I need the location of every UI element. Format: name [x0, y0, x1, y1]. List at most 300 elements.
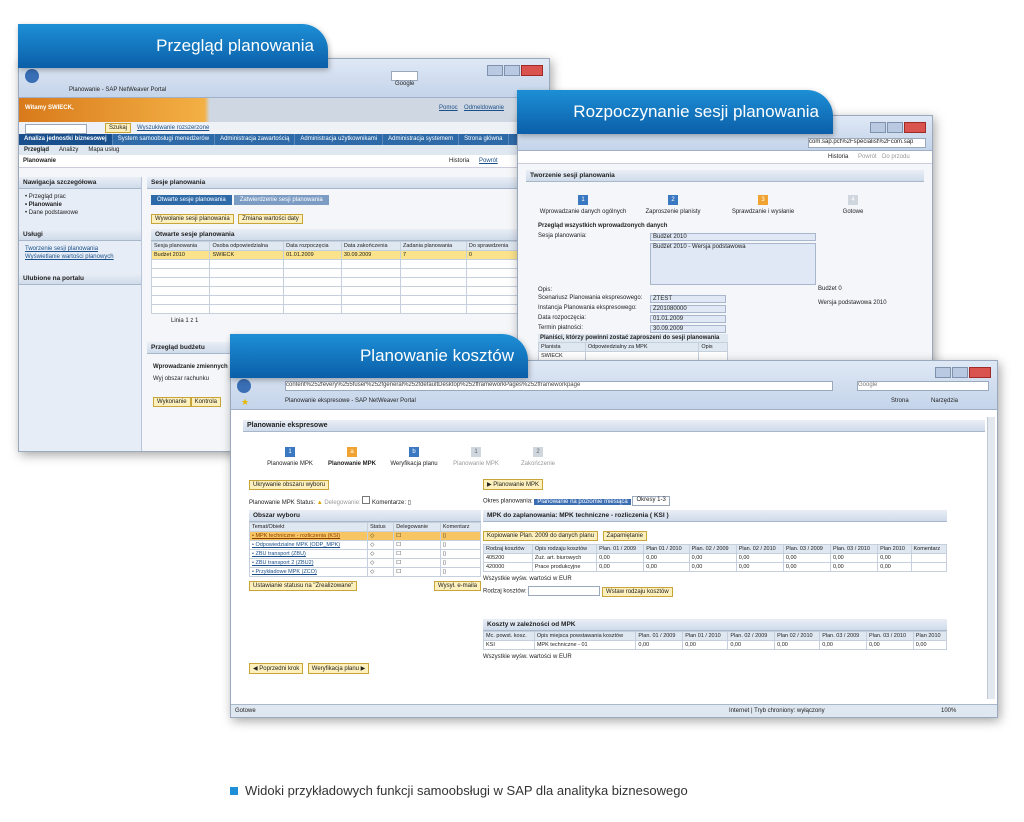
roadmap-step[interactable] — [383, 440, 445, 467]
review-field-row — [538, 305, 932, 313]
browser-tab[interactable]: Planowanie - SAP NetWeaver Portal — [69, 87, 167, 93]
maximize-button[interactable] — [887, 122, 903, 133]
table-row — [152, 278, 537, 287]
banner-planning-overview — [18, 24, 328, 68]
minimize-button[interactable] — [487, 65, 503, 76]
period-label: Okres planowania: — [483, 498, 533, 505]
check-button[interactable]: Kontrola — [191, 397, 221, 407]
field-label — [538, 243, 650, 285]
table-header-row — [250, 523, 481, 532]
table-row[interactable] — [484, 563, 947, 572]
column-header: Plan. 02 / 2010 — [736, 545, 783, 554]
roadmap-step[interactable] — [808, 188, 898, 215]
review-fields — [538, 233, 932, 333]
column-header: Plan 2010 — [913, 631, 946, 640]
table-cell: 01.01.2009 — [284, 251, 342, 260]
maximize-button[interactable] — [504, 65, 520, 76]
review-field-row — [538, 325, 932, 333]
column-header: Data zakończenia — [341, 242, 400, 251]
table-cell — [152, 278, 210, 287]
cost-type-row — [483, 586, 947, 597]
selection-panel — [249, 473, 481, 591]
field-label: Data rozpoczęcia: — [538, 315, 587, 321]
planning-mpk-button[interactable]: ▶ Planowanie MPK — [483, 479, 543, 490]
table-cell — [210, 296, 284, 305]
top-nav-item[interactable]: Administracja użytkownikami — [295, 134, 383, 145]
insert-cost-type-button[interactable]: Wstaw rodzaju kosztów — [602, 587, 673, 597]
roadmap-step[interactable] — [321, 440, 383, 467]
table-cell: Budżet 2010 — [152, 251, 210, 260]
help-link[interactable]: Pomoc — [439, 105, 458, 111]
table-cell: 0,00 — [878, 554, 911, 563]
table-cell: 0,00 — [644, 563, 689, 572]
set-status-button[interactable]: Ustawianie statusu na "Zrealizowane" — [249, 581, 357, 591]
table-cell: Zuż. art. biurowych — [532, 554, 596, 563]
step-number: 4 — [848, 195, 858, 205]
step-label: Gotowe — [842, 209, 864, 215]
table-row[interactable] — [484, 640, 947, 649]
roadmap-step[interactable] — [507, 440, 569, 467]
scrollbar[interactable] — [987, 417, 995, 699]
column-header: Plan. 02 / 2009 — [728, 631, 775, 640]
budget-note: Budżet 0 — [818, 286, 842, 292]
roadmap-step[interactable] — [718, 188, 808, 215]
page-menu[interactable]: Strona — [891, 398, 909, 404]
column-header: Plan. 03 / 2010 — [867, 631, 914, 640]
delegate-checkbox[interactable]: ☐ — [394, 532, 441, 541]
step-label: Zakończenie — [520, 461, 556, 467]
page-title-bar — [19, 155, 549, 168]
column-header: Osoba odpowiedzialna — [210, 242, 284, 251]
table-row — [152, 260, 537, 269]
column-header: Opis rodzaju kosztów — [532, 545, 596, 554]
banner-start-session-text: Rozpoczynanie sesji planowania — [573, 102, 819, 121]
table-cell: 0,00 — [683, 640, 728, 649]
table-cell: SWIECK — [539, 352, 586, 361]
status-icon: ◇ — [368, 532, 394, 541]
banner-start-session — [517, 90, 833, 134]
table-header-row — [152, 242, 537, 251]
table-cell — [284, 287, 342, 296]
status-row — [249, 496, 481, 506]
caption-bullet-icon — [230, 787, 238, 795]
step-number: 1 — [471, 447, 481, 457]
services-header: Usługi — [19, 229, 141, 241]
portal-search-input[interactable] — [25, 124, 87, 134]
table-header-row — [484, 545, 947, 554]
table-cell — [466, 260, 520, 269]
comment-icon[interactable]: ▯ — [440, 541, 480, 550]
favorites-header: Ulubione na portalu — [19, 273, 141, 285]
table-cell: 0,00 — [867, 640, 914, 649]
table-row[interactable] — [250, 550, 481, 559]
table-cell: 420000 — [484, 563, 533, 572]
field-value: ZTEST — [650, 295, 726, 303]
status-bar — [231, 704, 997, 717]
step-label: Sprawdzanie i wysłanie — [731, 209, 795, 215]
top-nav-item[interactable]: Administracja zawartością — [215, 134, 295, 145]
table-row[interactable] — [250, 559, 481, 568]
costs-title: Koszty w zależności od MPK — [483, 619, 947, 631]
table-cell — [152, 296, 210, 305]
currency-note: Wszystkie wyśw. wartości w EUR — [483, 576, 572, 582]
mpk-buttons — [483, 524, 947, 542]
period-select[interactable]: Planowanie na poziomie miesiąca — [534, 499, 630, 505]
history-link[interactable]: Historia — [449, 158, 470, 164]
column-header: Rodzaj kosztów — [484, 545, 533, 554]
table-row[interactable] — [250, 541, 481, 550]
step-label: Planowanie MPK — [453, 461, 499, 467]
table-cell — [152, 305, 210, 314]
table-cell: 0,00 — [636, 640, 683, 649]
search-input[interactable]: Google — [395, 81, 415, 87]
column-header: Komentarz — [440, 523, 480, 532]
column-header: Opis — [699, 343, 728, 352]
step-label: Zaproszenie planisty — [645, 209, 701, 215]
column-header: Plan. 03 / 2009 — [783, 545, 830, 554]
minimize-button[interactable] — [935, 367, 951, 378]
status-icon: ◇ — [368, 559, 394, 568]
close-button[interactable] — [969, 367, 991, 378]
step-label: Planowanie MPK — [327, 461, 376, 467]
tools-menu[interactable]: Narzędzia — [931, 398, 959, 404]
change-date-button[interactable]: Zmiana wartości daty — [238, 214, 303, 224]
history-link[interactable]: Historia — [828, 154, 849, 160]
table-cell: • Przykładowe MPK (ZCO) — [250, 568, 368, 577]
table-cell — [152, 287, 210, 296]
warning-icon: ▲ — [316, 500, 323, 506]
table-row[interactable] — [250, 532, 481, 541]
planners-table — [538, 342, 728, 361]
comment-icon[interactable]: ▯ — [440, 559, 480, 568]
review-field-row — [538, 233, 932, 241]
column-header: Plan. 03 / 2010 — [830, 545, 877, 554]
top-nav-item[interactable]: Administracja systemem — [383, 134, 459, 145]
table-cell — [401, 269, 467, 278]
review-field-row — [538, 315, 932, 323]
detail-nav-header: Nawigacja szczegółowa — [19, 177, 141, 189]
table-cell: 0,00 — [689, 554, 736, 563]
send-mail-button[interactable]: Wysył. e-maila — [434, 581, 481, 591]
delegate-checkbox[interactable]: ☐ — [394, 550, 441, 559]
advanced-search-link[interactable]: Wyszukiwanie rozszerzone — [137, 125, 210, 131]
step-buttons — [249, 657, 369, 675]
step-number: 2 — [668, 195, 678, 205]
search-box[interactable] — [391, 71, 418, 87]
step-number: b — [409, 447, 419, 457]
sessions-title: Sesje planowania — [147, 177, 542, 189]
column-header: Plan 02 / 2010 — [775, 631, 820, 640]
search-input[interactable]: Google — [857, 381, 989, 391]
right-notes — [818, 286, 887, 306]
table-cell: MPK techniczne - 01 — [534, 640, 636, 649]
minimize-button[interactable] — [870, 122, 886, 133]
field-value: Z201080000 — [650, 305, 726, 313]
table-cell — [401, 278, 467, 287]
back-link[interactable]: Powrót — [479, 158, 498, 164]
table-row[interactable] — [484, 554, 947, 563]
comment-icon[interactable]: ▯ — [440, 532, 480, 541]
step-roadmap — [538, 188, 918, 215]
table-cell: KSI — [484, 640, 535, 649]
cost-type-input[interactable] — [528, 586, 600, 596]
table-cell: • ZBU transport 2 (ZBU2) — [250, 559, 368, 568]
column-header: Do sprawdzenia — [466, 242, 520, 251]
table-cell — [466, 278, 520, 287]
table-cell — [284, 305, 342, 314]
field-label: Instancja Planowania ekspresowego: — [538, 305, 637, 311]
delegate-checkbox[interactable]: ☐ — [394, 559, 441, 568]
changes-title: Wprowadzanie zmiennych — [153, 364, 228, 370]
caption — [230, 783, 688, 798]
copy-plan-button[interactable]: Kopiowanie Plan. 2009 do danych planu — [483, 531, 598, 541]
maximize-button[interactable] — [952, 367, 968, 378]
sub-nav-item[interactable]: Analizy — [59, 147, 79, 153]
table-cell: 0,00 — [913, 640, 946, 649]
budget-title: Przegląd budżetu — [147, 342, 542, 354]
column-header: Plan. 03 / 2009 — [820, 631, 867, 640]
execute-button[interactable]: Wykonanie — [153, 397, 191, 407]
mpk-table — [483, 544, 947, 572]
changes-text: Wyj obszar rachunku — [153, 376, 209, 382]
table-cell: Prace produkcyjne — [532, 563, 596, 572]
next-step-label: Weryfikacja planu — [311, 666, 360, 672]
welcome-text: Witamy SWIECK, — [25, 105, 74, 111]
table-row — [152, 296, 537, 305]
service-link[interactable]: Wyświetlanie wartości planowych — [25, 254, 114, 260]
table-cell: 0,00 — [878, 563, 911, 572]
create-session-title: Tworzenie sesji planowania — [526, 170, 924, 182]
previous-step-button[interactable]: ◀ Poprzedni krok — [249, 663, 303, 674]
top-navigation — [19, 134, 549, 145]
back-icon[interactable] — [25, 69, 39, 83]
planners-panel — [538, 334, 728, 361]
status-icon: ◇ — [368, 550, 394, 559]
previous-step-label: Poprzedni krok — [259, 666, 300, 672]
table-cell: 0,00 — [736, 554, 783, 563]
table-cell — [152, 269, 210, 278]
table-header-row — [484, 631, 947, 640]
column-header: Plan. 01 / 2009 — [636, 631, 683, 640]
column-header: Sesja planowania — [152, 242, 210, 251]
detail-nav-item[interactable]: • Dane podstawowe — [25, 210, 79, 216]
table-cell: SWIECK — [210, 251, 284, 260]
table-cell — [341, 296, 400, 305]
session-tab[interactable]: Otwarte sesje planowania — [151, 195, 232, 205]
table-cell: 0,00 — [820, 640, 867, 649]
address-bar[interactable]: com.sap.pct%2Fspecialist%2Fcom.sap — [808, 138, 926, 148]
sessions-panel — [147, 177, 542, 328]
table-cell — [152, 260, 210, 269]
top-nav-item[interactable]: Strona główna — [459, 134, 508, 145]
sub-nav-item[interactable]: Mapa usług — [88, 147, 120, 153]
table-cell — [210, 287, 284, 296]
selection-buttons — [249, 581, 481, 591]
step-number: a — [347, 447, 357, 457]
column-header: Plan 01 / 2010 — [644, 545, 689, 554]
planning-panel — [483, 473, 947, 660]
window-controls — [486, 63, 543, 81]
field-value: 01.01.2009 — [650, 315, 726, 323]
table-row[interactable] — [152, 251, 537, 260]
address-bar[interactable]: content%252fevery%255fuser%252fgeneral%252fdefaultDesktop%252fframeworkPages%252fframeworkpage — [285, 381, 833, 391]
table-cell — [341, 269, 400, 278]
delegate-checkbox[interactable]: ☐ — [394, 541, 441, 550]
roadmap-step[interactable] — [628, 188, 718, 215]
sessions-tabs — [151, 195, 542, 205]
roadmap-step[interactable] — [259, 440, 321, 467]
table-cell: 0,00 — [830, 554, 877, 563]
table-cell — [284, 260, 342, 269]
table-cell — [284, 296, 342, 305]
table-cell — [341, 287, 400, 296]
table-cell: 30.09.2009 — [341, 251, 400, 260]
column-header: Zadania planowania — [401, 242, 467, 251]
table-cell: • Odpowiedzialne MPK (ODP_MPK) — [250, 541, 368, 550]
cost-type-label: Rodzaj kosztów: — [483, 588, 527, 595]
table-cell — [911, 554, 947, 563]
table-cell — [401, 305, 467, 314]
express-planning-title: Planowanie ekspresowe — [243, 420, 985, 432]
close-button[interactable] — [904, 122, 926, 133]
column-header: Komentarz — [911, 545, 947, 554]
comments-checkbox[interactable] — [362, 496, 370, 504]
version-note: Wersja podstawowa 2010 — [818, 300, 887, 306]
sub-nav-item[interactable]: Przegląd — [24, 147, 50, 153]
period-range-select[interactable]: Okresy 1-3 — [632, 496, 669, 506]
step-number: 2 — [533, 447, 543, 457]
table-cell: 0,00 — [775, 640, 820, 649]
comment-icon[interactable]: ▯ — [440, 550, 480, 559]
table-cell — [210, 278, 284, 287]
delegate-checkbox[interactable]: ☐ — [394, 568, 441, 577]
banner-cost-planning — [230, 334, 528, 378]
zoom-level[interactable]: 100% — [941, 708, 957, 714]
table-row — [152, 305, 537, 314]
favorites-star-icon[interactable]: ★ — [241, 397, 250, 407]
selection-table — [249, 522, 481, 577]
left-navigation — [19, 177, 142, 451]
table-cell — [466, 296, 520, 305]
table-cell — [466, 305, 520, 314]
search-bar — [19, 122, 549, 134]
step-number: 1 — [285, 447, 295, 457]
comment-icon[interactable]: ▯ — [440, 568, 480, 577]
browser-tab[interactable]: Planowanie ekspresowe - SAP NetWeaver Portal — [285, 398, 416, 404]
sub-navigation — [19, 145, 549, 155]
column-header: Plan. 01 / 2009 — [597, 545, 644, 554]
column-header: Mc. powst. kosz. — [484, 631, 535, 640]
status-ready: Gotowe — [235, 708, 256, 714]
table-cell: 0,00 — [597, 554, 644, 563]
status-icon: ◇ — [368, 541, 394, 550]
close-button[interactable] — [521, 65, 543, 76]
field-label: Opis: — [538, 287, 553, 293]
save-button[interactable]: Zapamiętanie — [603, 531, 647, 541]
table-cell — [284, 269, 342, 278]
roadmap-step[interactable] — [538, 188, 628, 215]
step-number: 1 — [578, 195, 588, 205]
open-sessions-title: Otwarte sesje planowania — [151, 229, 538, 241]
step-label: Wprowadzanie danych ogólnych — [539, 209, 627, 215]
services-list — [19, 241, 141, 265]
step-number: 3 — [758, 195, 768, 205]
pager[interactable]: Linia 1 z 1 — [171, 318, 199, 324]
status-zone: Internet | Tryb chroniony: wyłączony — [729, 708, 825, 714]
detail-nav-item[interactable]: • Planowanie — [25, 202, 62, 208]
column-header: Plan. 02 / 2009 — [689, 545, 736, 554]
table-cell: 0,00 — [597, 563, 644, 572]
hide-selection-button[interactable]: Ukrywanie obszaru wyboru — [249, 480, 329, 490]
banner-cost-planning-text: Planowanie kosztów — [359, 346, 514, 365]
column-header: Delegowanie — [394, 523, 441, 532]
detail-nav-list — [19, 189, 141, 221]
selection-title: Obszar wyboru — [249, 510, 481, 522]
service-link[interactable]: Tworzenie sesji planowania — [25, 246, 99, 252]
table-row — [152, 287, 537, 296]
table-cell — [466, 269, 520, 278]
table-cell — [284, 278, 342, 287]
field-value: 30.09.2009 — [650, 325, 726, 333]
table-cell: 0,00 — [783, 554, 830, 563]
portal-header — [19, 98, 549, 122]
table-cell: 0,00 — [736, 563, 783, 572]
comments-label: Komentarze: — [372, 500, 407, 506]
forward-link[interactable]: Do przodu — [882, 154, 910, 160]
review-section-title: Przegląd wszystkich wprowadzonych danych — [538, 223, 668, 229]
top-nav-item[interactable]: System samoobsługi menedżerów — [113, 134, 215, 145]
page-nav-bar — [518, 151, 932, 164]
table-cell — [911, 563, 947, 572]
table-row[interactable] — [250, 568, 481, 577]
top-nav-item[interactable]: Analiza jednostki biznesowej — [19, 134, 113, 145]
table-cell: 0,00 — [830, 563, 877, 572]
roadmap-step[interactable] — [445, 440, 507, 467]
document-icon[interactable]: ▯ — [407, 500, 412, 506]
planning-mpk-label: Planowanie MPK — [493, 482, 539, 488]
window-cost-planning — [230, 360, 998, 718]
table-cell: 0,00 — [689, 563, 736, 572]
table-cell — [210, 260, 284, 269]
field-label: Sesja planowania: — [538, 233, 587, 239]
logout-link[interactable]: Odmeldowanie — [464, 105, 505, 111]
open-session-button[interactable]: Wywołanie sesji planowania — [151, 214, 234, 224]
table-cell: 0,00 — [728, 640, 775, 649]
mpk-title: MPK do zaplanowania: MPK techniczne - rozliczenia ( KSI ) — [483, 510, 947, 522]
status-icon: ◇ — [368, 568, 394, 577]
costs-table — [483, 631, 947, 650]
table-cell: 0,00 — [783, 563, 830, 572]
search-button[interactable]: Szukaj — [105, 123, 131, 133]
table-cell: 0,00 — [644, 554, 689, 563]
table-cell: 0 — [466, 251, 520, 260]
column-header: Opis miejsca powstawania kosztów — [534, 631, 636, 640]
table-cell — [210, 305, 284, 314]
sessions-table — [151, 241, 537, 314]
column-header: Plan 01 / 2010 — [683, 631, 728, 640]
session-tab[interactable]: Zatwierdzenie sesji planowania — [234, 195, 329, 205]
detail-nav-item[interactable]: • Przegląd prac — [25, 194, 66, 200]
table-cell — [401, 287, 467, 296]
table-cell — [210, 269, 284, 278]
status-label: Planowanie MPK Status: — [249, 500, 316, 506]
next-step-button[interactable]: Weryfikacja planu ▶ — [308, 663, 370, 674]
table-cell — [341, 278, 400, 287]
column-header: Temat/Obiekt — [250, 523, 368, 532]
back-link[interactable]: Powrót — [858, 154, 877, 160]
banner-planning-overview-text: Przegląd planowania — [156, 36, 314, 55]
back-icon[interactable] — [237, 379, 251, 393]
